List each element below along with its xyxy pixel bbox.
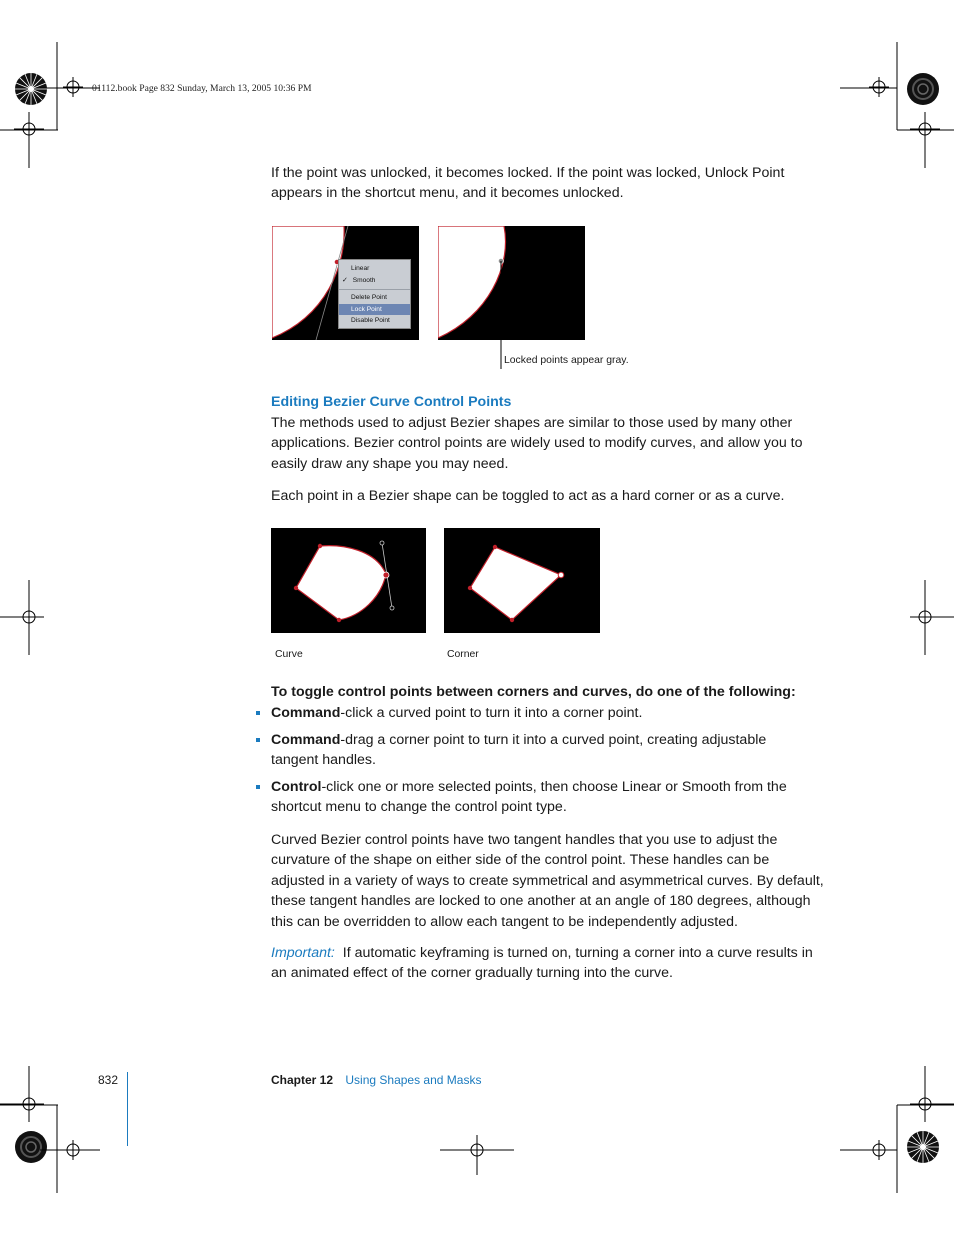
caption-locked-points: Locked points appear gray.	[504, 355, 629, 366]
page-number: 832	[98, 1073, 119, 1087]
important-note	[271, 943, 826, 984]
paragraph-bezier-methods: The methods used to adjust Bezier shapes are similar to those used by many other applications. Bezier control points are widely used to modify curves, and allow you to easily draw any shape you may need.	[271, 415, 803, 472]
registration-mark-top-right	[906, 72, 940, 106]
shortcut-menu	[338, 259, 411, 329]
caption-curve: Curve	[275, 649, 303, 660]
figure-corner	[444, 528, 600, 633]
print-slug: 01112.book Page 832 Sunday, March 13, 2005 10:36 PM	[92, 83, 312, 94]
bullet-item: Control-click one or more selected points, then choose Linear or Smooth from the shortcut menu to change the control point type.	[271, 779, 787, 816]
figure-shortcut-menu	[272, 226, 419, 340]
footer-rule	[127, 1072, 128, 1146]
bullet-marker	[256, 711, 260, 715]
bullet-item: Command-click a curved point to turn it into a corner point.	[271, 705, 643, 721]
figure-curve	[271, 528, 426, 633]
menu-item-smooth[interactable]: ✓ Smooth	[342, 277, 376, 284]
paragraph-tangent-handles: Curved Bezier control points have two tangent handles that you use to adjust the curvature of the shape on either side of the control point. These handles can be adjusted in a variety of ways to create symmetrical and asymmetrical curves. By default, these tangent handles are locked to one another at an angle of 180 degrees, although this can be overridden to allow each tangent to be independently adjusted.	[271, 832, 824, 930]
bullet-item: Command-drag a corner point to turn it into a curved point, creating adjustable tangent handles.	[271, 732, 767, 769]
registration-mark-top-left	[14, 72, 48, 106]
menu-item-delete-point[interactable]: Delete Point	[351, 294, 387, 301]
chapter-label: Chapter 12	[271, 1073, 334, 1087]
figure-locked-point	[438, 226, 585, 340]
check-mark-icon: ✓	[342, 277, 348, 284]
menu-item-linear[interactable]: Linear	[351, 265, 370, 272]
procedure-heading: To toggle control points between corners and curves, do one of the following:	[271, 684, 796, 700]
footer-chapter	[271, 1073, 481, 1087]
menu-item-lock-point[interactable]: Lock Point	[339, 304, 410, 315]
registration-mark-bottom-right	[906, 1130, 940, 1164]
menu-item-disable-point[interactable]: Disable Point	[351, 317, 390, 324]
section-heading: Editing Bezier Curve Control Points	[271, 394, 512, 410]
chapter-title: Using Shapes and Masks	[345, 1073, 482, 1087]
menu-separator	[339, 289, 410, 290]
paragraph-toggle: Each point in a Bezier shape can be toggled to act as a hard corner or as a curve.	[271, 488, 785, 504]
paragraph-locked-points: If the point was unlocked, it becomes locked. If the point was locked, Unlock Point appears in the shortcut menu, and it becomes unlocked.	[271, 165, 785, 202]
bullet-marker	[256, 785, 260, 789]
bullet-marker	[256, 738, 260, 742]
important-text: If automatic keyframing is turned on, turning a corner into a curve results in an animated effect of the corner gradually turning into the curve.	[271, 945, 813, 982]
registration-mark-bottom-left	[14, 1130, 48, 1164]
caption-corner: Corner	[447, 649, 479, 660]
important-label: Important:	[271, 945, 335, 961]
